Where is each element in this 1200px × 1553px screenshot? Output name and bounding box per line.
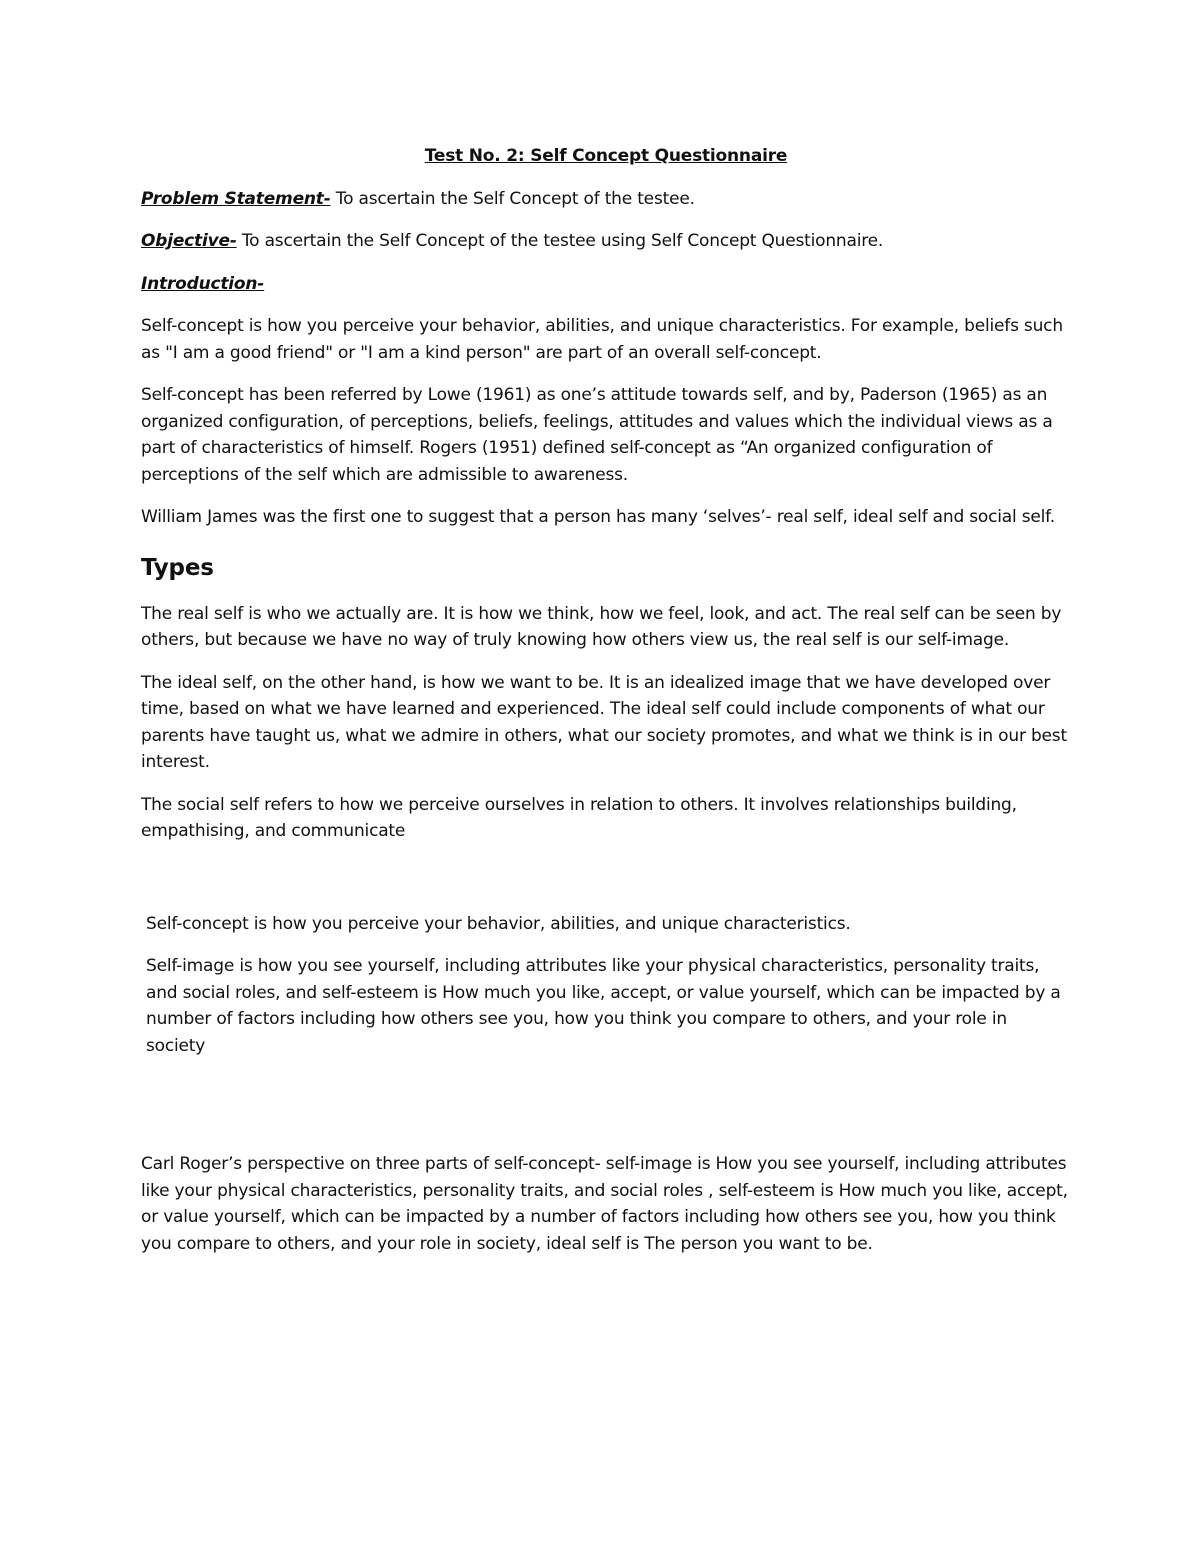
intro-paragraph-1: Self-concept is how you perceive your behavior, abilities, and unique characteristics. For example, beliefs such as "I am a good friend" or "I am a kind person" are part of an overall self-concept.	[141, 316, 1063, 363]
objective-text: To ascertain the Self Concept of the testee using Self Concept Questionnaire.	[236, 231, 884, 251]
problem-statement	[141, 186, 1071, 213]
document-title: Test No. 2: Self Concept Questionnaire	[424, 146, 788, 166]
summary-paragraph-2: Self-image is how you see yourself, including attributes like your physical characteristics, personality traits, and social roles, and self-esteem is How much you like, accept, or value yourself, which can be impacted by a number of factors including how others see you, how you think you compare to others, and your role in society	[146, 956, 1061, 1056]
roger-paragraph: Carl Roger’s perspective on three parts of self-concept- self-image is How you see yourself, including attributes like your physical characteristics, personality traits, and social roles , self-esteem is How much you like, accept, or value yourself, which can be impacted by a number of factors including how others see you, how you think you compare to others, and your role in society, ideal self is The person you want to be.	[141, 1154, 1068, 1254]
problem-statement-text: To ascertain the Self Concept of the testee.	[330, 188, 695, 209]
types-paragraph-ideal-self: The ideal self, on the other hand, is how we want to be. It is an idealized image that we have developed over time, based on what we have learned and experienced. The ideal self could include components of what our parents have taught us, what we admire in others, what our society promotes, and what we think is in our best interest.	[141, 672, 1067, 772]
types-paragraph-real-self: The real self is who we actually are. It is how we think, how we feel, look, and act. The real self can be seen by others, but because we have no way of truly knowing how others view us, the real self is our self-image.	[141, 603, 1062, 650]
objective	[141, 228, 1071, 255]
intro-paragraph-3: William James was the first one to suggest that a person has many ‘selves’- real self, ideal self and social self.	[141, 507, 1055, 527]
problem-statement-label: Problem Statement-	[141, 188, 331, 209]
document-body	[141, 143, 1071, 1273]
objective-label: Objective-	[141, 231, 237, 251]
intro-paragraph-2: Self-concept has been referred by Lowe (1961) as one’s attitude towards self, and by, Paderson (1965) as an organized configuration, of perceptions, beliefs, feelings, attitudes and values which the individual views as a part of characteristics of himself. Rogers (1951) defined self-concept as “An organized configuration of perceptions of the self which are admissible to awareness.	[141, 385, 1053, 485]
types-paragraph-social-self: The social self refers to how we perceive ourselves in relation to others. It involves relationships building, empathising, and communicate	[141, 794, 1017, 841]
types-heading: Types	[141, 554, 214, 581]
introduction-heading: Introduction-	[141, 273, 265, 294]
spacer	[141, 861, 1071, 911]
introduction-label	[141, 271, 1071, 298]
spacer	[141, 1075, 1071, 1151]
summary-paragraph-1: Self-concept is how you perceive your behavior, abilities, and unique characteristics.	[146, 913, 851, 934]
